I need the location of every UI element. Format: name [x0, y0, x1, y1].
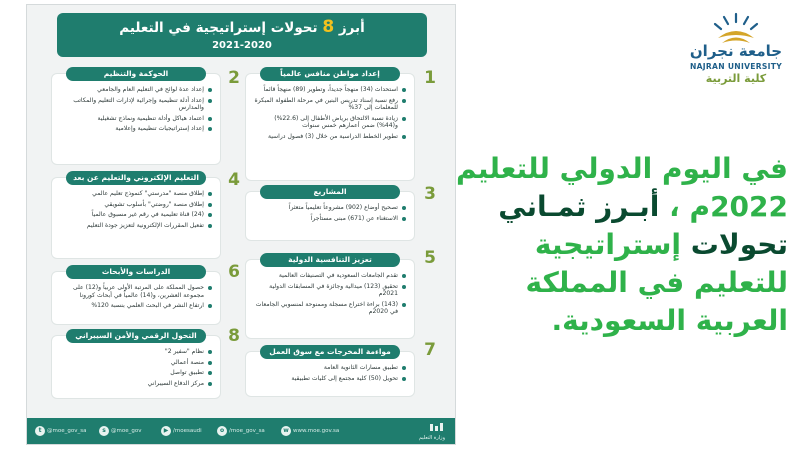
infographic-title-text — [57, 13, 427, 39]
list-item: (143) براءة اختراع مسجلة وممنوحة لمنسوبي الجامعات في 2020م — [252, 301, 406, 316]
card-6-number: 6 — [228, 262, 240, 282]
headline-emphasis-2: تحولات — [690, 228, 788, 261]
social-snapchat[interactable] — [99, 425, 141, 437]
list-item: تحويل (50) كلية مجتمع إلى كليات تطبيقية — [252, 375, 406, 383]
list-item: استحداث (34) منهجاً جديداً، وتطوير (89) منهجاً قائماً — [252, 86, 406, 94]
list-item: تحقيق (123) ميدالية وجائزة في المسابقات الدولية 2021م — [252, 283, 406, 298]
infographic-footer — [27, 418, 455, 444]
card-6-list — [58, 284, 212, 313]
card-5 — [245, 255, 415, 339]
social-instagram[interactable] — [217, 425, 265, 437]
card-1-number: 1 — [424, 68, 436, 88]
youtube-icon: ▶ — [161, 426, 171, 436]
instagram-icon: o — [217, 426, 227, 436]
list-item: إطلاق منصة "روضتي" بأسلوب تشويقي — [58, 201, 212, 209]
card-7-heading: مواءمة المخرجات مع سوق العمل — [260, 345, 400, 359]
social-twitter[interactable] — [35, 425, 86, 437]
social-label: www.moe.gov.sa — [293, 428, 340, 434]
card-5-heading: تعزيز التنافسية الدولية — [260, 253, 400, 267]
list-item: تطبيق تواصل — [58, 369, 212, 377]
card-4-list — [58, 190, 212, 232]
headline-line-5: العربية السعودية. — [551, 304, 788, 337]
card-8 — [51, 331, 221, 399]
social-label: @moe_gov_sa — [47, 428, 87, 434]
list-item: إعداد عدة لوائح في التعليم العام والجامعي — [58, 86, 212, 94]
card-5-list — [252, 272, 406, 319]
card-2-number: 2 — [228, 68, 240, 88]
headline — [455, 150, 788, 340]
list-item: نظام "سفير 2" — [58, 348, 212, 356]
list-item: اعتماد هياكل وأدلة تنظيمية ونماذج تشغيلية — [58, 115, 212, 123]
headline-emphasis: أبـرز ثمـاني — [498, 190, 660, 223]
card-3 — [245, 187, 415, 241]
web-icon: w — [281, 426, 291, 436]
title-suffix: تحولات إستراتيجية في التعليم — [119, 20, 318, 36]
card-4-number: 4 — [228, 170, 240, 190]
list-item: رفع نسبة إسناد تدريس البنين في مرحلة الطفولة المبكرة للمعلمات إلى 37% — [252, 97, 406, 112]
title-prefix: أبرز — [338, 20, 365, 36]
ministry-logo — [399, 423, 445, 439]
card-8-number: 8 — [228, 326, 240, 346]
card-1-list — [252, 86, 406, 144]
card-6 — [51, 267, 221, 325]
list-item: تطوير الخطط الدراسية من خلال (3) فصول دراسية — [252, 133, 406, 141]
list-item: منصة أعمالي — [58, 359, 212, 367]
headline-line-3 — [470, 226, 788, 264]
card-4 — [51, 173, 221, 259]
list-item: إعداد أدلة تنظيمية وإجرائية لإدارات التعليم والمكاتب والمدارس — [58, 97, 212, 112]
snapchat-icon: s — [99, 426, 109, 436]
headline-line-1: في اليوم الدولي للتعليم — [455, 152, 788, 185]
headline-strategic: إستراتيجية — [534, 228, 682, 261]
headline-line-2 — [470, 188, 788, 226]
social-website[interactable] — [281, 425, 339, 437]
card-6-heading: الدراسات والأبحاث — [66, 265, 206, 279]
list-item: حصول المملكة على المرتبة الأولى عربياً و(12) على مجموعة العشرين، و(14) عالمياً في أبحاث كورونا — [58, 284, 212, 299]
list-item: تطبيق مسارات الثانوية العامة — [252, 364, 406, 372]
card-8-heading: التحول الرقمي والأمن السيبراني — [66, 329, 206, 343]
list-item: الاستغناء عن (671) مبنى مستأجراً — [252, 215, 406, 223]
card-3-list — [252, 204, 406, 225]
infographic-years: 2021-2020 — [212, 40, 272, 51]
list-item: تقدم الجامعات السعودية في التصنيفات العالمية — [252, 272, 406, 280]
list-item: تصحيح أوضاع (902) مشروعاً تعليمياً متعثراً — [252, 204, 406, 212]
university-name-ar: جامعة نجران — [689, 42, 783, 60]
card-7-number: 7 — [424, 340, 436, 360]
social-label: /moe_gov_sa — [229, 428, 265, 434]
infographic-title — [57, 13, 427, 57]
university-name-en: NAJRAN UNIVERSITY — [689, 62, 783, 71]
card-5-number: 5 — [424, 248, 436, 268]
list-item: مركز الدفاع السيبراني — [58, 380, 212, 388]
list-item: ارتفاع النشر في البحث العلمي بنسبة 120% — [58, 302, 212, 310]
card-7-list — [252, 364, 406, 385]
list-item: إعداد إستراتيجيات تنظيمية وإعلامية — [58, 125, 212, 133]
list-item: (24) قناة تعليمية في رقم غير مسبوق عالمياً — [58, 211, 212, 219]
ministry-emblem-icon — [429, 423, 445, 432]
list-item: تفعيل المقررات الإلكترونية لتعزيز جودة التعليم — [58, 222, 212, 230]
social-label: @moe_gov — [111, 428, 142, 434]
twitter-icon: t — [35, 426, 45, 436]
headline-line-4: للتعليم في المملكة — [525, 266, 788, 299]
card-1-heading: إعداد مواطن منافس عالمياً — [260, 67, 400, 81]
card-2-list — [58, 86, 212, 136]
social-youtube[interactable] — [161, 425, 202, 437]
card-3-heading: المشاريع — [260, 185, 400, 199]
card-8-list — [58, 348, 212, 390]
infographic-panel — [26, 4, 456, 445]
card-4-heading: التعليم الإلكتروني والتعليم عن بعد — [66, 171, 206, 185]
college-name: كلية التربية — [705, 72, 767, 85]
social-label: /moesaudi — [173, 428, 202, 434]
list-item: إطلاق منصة "مدرستي" كنموذج تعليم عالمي — [58, 190, 212, 198]
title-number: 8 — [322, 17, 335, 37]
card-7 — [245, 347, 415, 397]
card-3-number: 3 — [424, 184, 436, 204]
card-1 — [245, 69, 415, 181]
ministry-name: وزارة التعليم — [418, 435, 445, 441]
list-item: زيادة نسبة الالتحاق برياض الأطفال إلى (22.6%) و(44%) ضمن أعمارهم خمس سنوات — [252, 115, 406, 130]
card-2-heading: الحوكمة والتنظيم — [66, 67, 206, 81]
headline-date: 2022م ، — [669, 190, 788, 223]
card-2 — [51, 69, 221, 165]
